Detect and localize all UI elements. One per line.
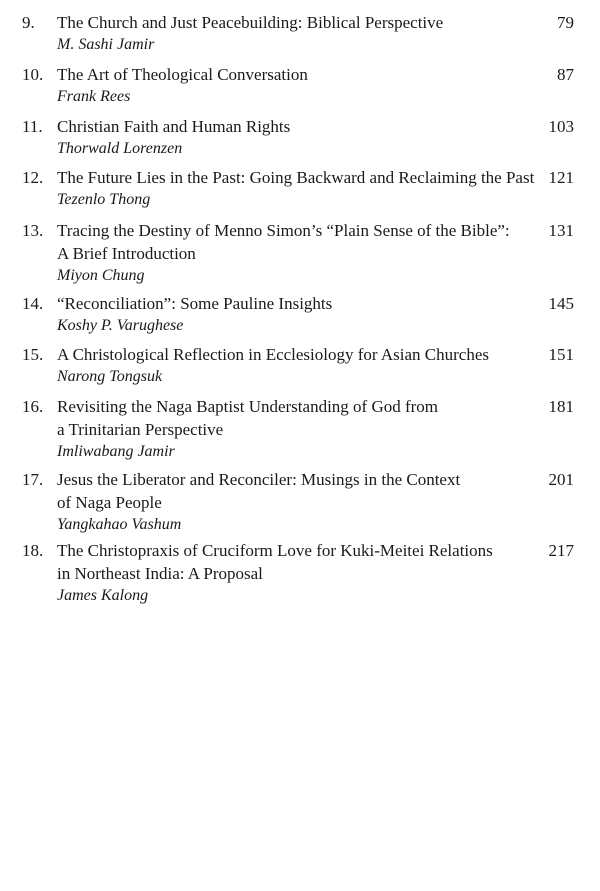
chapter-number: 9. xyxy=(22,13,35,32)
entry-body xyxy=(57,395,532,463)
chapter-title: The Future Lies in the Past: Going Backward and Reclaiming the Past xyxy=(57,168,535,187)
chapter-author: M. Sashi Jamir xyxy=(57,36,155,53)
chapter-number: 15. xyxy=(22,345,44,364)
chapter-title: Jesus the Liberator and Reconciler: Musings in the Context xyxy=(57,470,461,489)
chapter-number: 18. xyxy=(22,541,44,560)
page-number: 151 xyxy=(548,345,574,364)
page-number: 87 xyxy=(557,65,574,84)
entry-body xyxy=(57,468,532,536)
chapter-number: 10. xyxy=(22,65,44,84)
chapter-number: 11. xyxy=(22,117,43,136)
chapter-title-continued: A Brief Introduction xyxy=(57,244,196,263)
chapter-title-continued: in Northeast India: A Proposal xyxy=(57,564,263,583)
page-number: 145 xyxy=(548,294,574,313)
chapter-number: 16. xyxy=(22,397,44,416)
chapter-number: 17. xyxy=(22,470,44,489)
chapter-title-continued: of Naga People xyxy=(57,493,162,512)
entry-body xyxy=(57,11,532,56)
chapter-title: The Art of Theological Conversation xyxy=(57,65,308,84)
chapter-author: Narong Tongsuk xyxy=(57,368,163,385)
entry-body xyxy=(57,343,532,388)
entry-body xyxy=(57,219,532,287)
chapter-title: The Church and Just Peacebuilding: Biblical Perspective xyxy=(57,13,444,32)
entry-body xyxy=(57,539,532,607)
chapter-title-continued: a Trinitarian Perspective xyxy=(57,420,224,439)
chapter-author: Yangkahao Vashum xyxy=(57,516,182,533)
page-number: 121 xyxy=(548,168,574,187)
page-number: 103 xyxy=(548,117,574,136)
chapter-title: Christian Faith and Human Rights xyxy=(57,117,291,136)
chapter-title: Tracing the Destiny of Menno Simon’s “Plain Sense of the Bible”: xyxy=(57,221,510,240)
chapter-title: Revisiting the Naga Baptist Understanding of God from xyxy=(57,397,439,416)
page-number: 181 xyxy=(548,397,574,416)
entry-body xyxy=(57,63,532,108)
chapter-title: A Christological Reflection in Ecclesiology for Asian Churches xyxy=(57,345,489,364)
chapter-title: The Christopraxis of Cruciform Love for Kuki-Meitei Relations xyxy=(57,541,493,560)
page-number: 131 xyxy=(548,221,574,240)
page-number: 79 xyxy=(557,13,574,32)
chapter-number: 14. xyxy=(22,294,44,313)
chapter-author: Koshy P. Varughese xyxy=(57,317,184,334)
chapter-author: Miyon Chung xyxy=(57,267,145,284)
page-number: 217 xyxy=(548,541,574,560)
chapter-number: 12. xyxy=(22,168,44,187)
chapter-title: “Reconciliation”: Some Pauline Insights xyxy=(57,294,333,313)
chapter-author: Thorwald Lorenzen xyxy=(57,140,183,157)
entry-body xyxy=(57,115,532,160)
chapter-author: Frank Rees xyxy=(57,88,131,105)
entry-body xyxy=(57,292,532,337)
page-number: 201 xyxy=(548,470,574,489)
chapter-author: Tezenlo Thong xyxy=(57,191,151,208)
chapter-author: Imliwabang Jamir xyxy=(57,443,175,460)
chapter-number: 13. xyxy=(22,221,44,240)
chapter-author: James Kalong xyxy=(57,587,149,604)
entry-body xyxy=(57,166,535,211)
